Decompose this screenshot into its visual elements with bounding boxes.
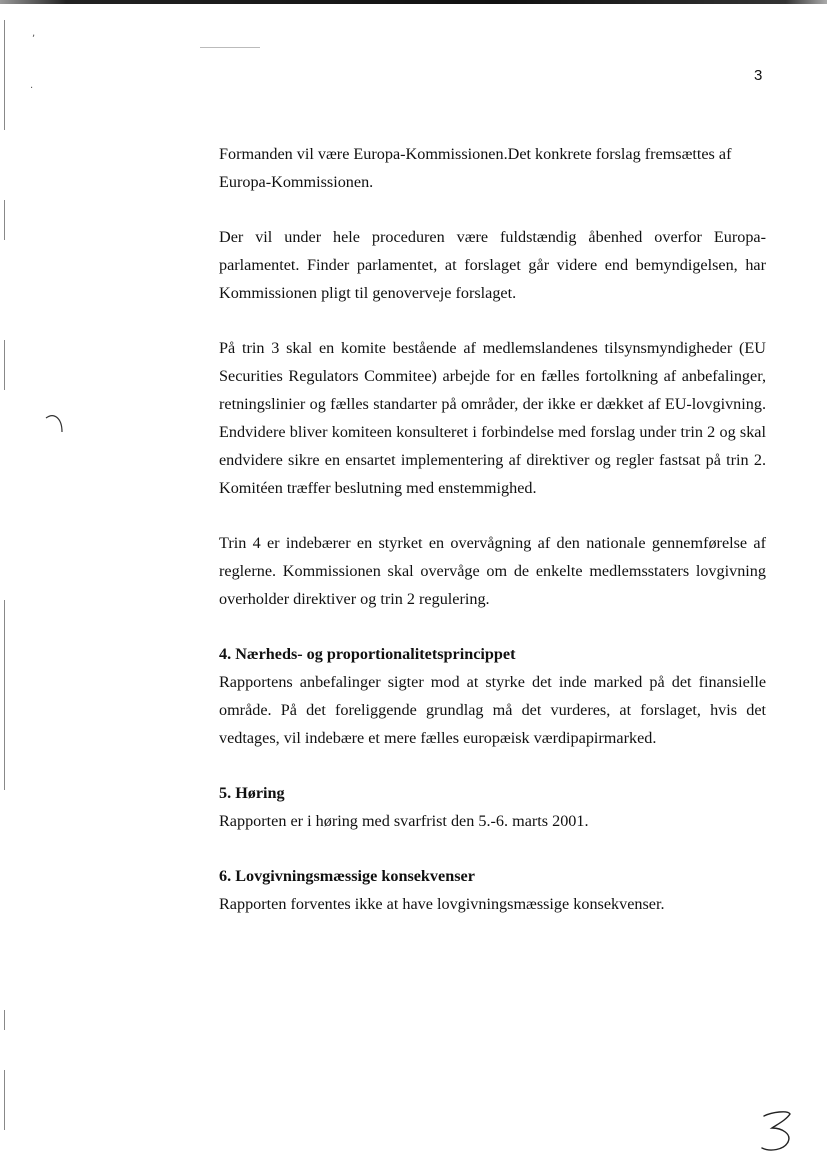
paragraph: Der vil under hele proceduren være fuldstændig åbenhed overfor Europa-parlamentet. Finder parlamentet, at forslaget går videre end bemyndigelsen, har Kommissionen pligt til genoverveje forslaget. [219,228,766,302]
scan-left-edge [4,600,5,790]
paragraph: Formanden vil være Europa-Kommissionen.Det konkrete forslag fremsættes af Europa-Kommissionen. [219,145,732,191]
paragraph: Trin 4 er indebærer en styrket en overvågning af den nationale gennemførelse af reglerne. Kommissionen skal overvåge om de enkelte medlemsstaters lovgivning overholder direktiver og trin 2 regulering. [219,534,766,608]
scan-top-border [0,0,827,4]
section-hearing [219,779,766,835]
section-heading: 6. Lovgivningsmæssige konsekvenser [219,867,475,885]
section-text: Rapporten er i høring med svarfrist den 5.-6. marts 2001. [219,812,589,830]
handwritten-page-number [758,1108,798,1154]
scan-left-edge [4,340,5,390]
section-text: Rapportens anbefalinger sigter mod at styrke det inde marked på det finansielle område. På det foreliggende grundlag må det vurderes, at forslaget, hvis det vedtages, vil indebære et mere fælles europæisk værdipapirmarked. [219,673,766,747]
scan-artifact [200,47,260,48]
scan-artifact: . [30,80,34,91]
scan-artifact: , [32,28,36,39]
section-text: Rapporten forventes ikke at have lovgivningsmæssige konsekvenser. [219,895,665,913]
scan-left-edge [4,200,5,240]
page-number: 3 [754,67,763,84]
margin-curl-mark [40,410,70,440]
section-legislative-consequences [219,862,766,918]
scan-left-edge [4,1010,5,1030]
section-heading: 5. Høring [219,784,285,802]
scan-left-edge [4,1070,5,1130]
paragraph: På trin 3 skal en komite bestående af medlemslandenes tilsynsmyndigheder (EU Securities Regulators Commitee) arbejde for en fælles fortolkning af anbefalinger, retningslinier og fælles standarter på områder, der ikke er dækket af EU-lovgivning. Endvidere bliver komiteen konsulteret i forbindelse med forslag under trin 2 og skal endvidere sikre en ensartet implementering af direktiver og regler fastsat på trin 2. Komitéen træffer beslutning med enstemmighed. [219,339,766,497]
document-body [219,140,766,945]
section-heading: 4. Nærheds- og proportionalitetsprincippet [219,645,516,663]
scan-left-edge [4,20,5,130]
section-subsidiarity [219,640,766,752]
